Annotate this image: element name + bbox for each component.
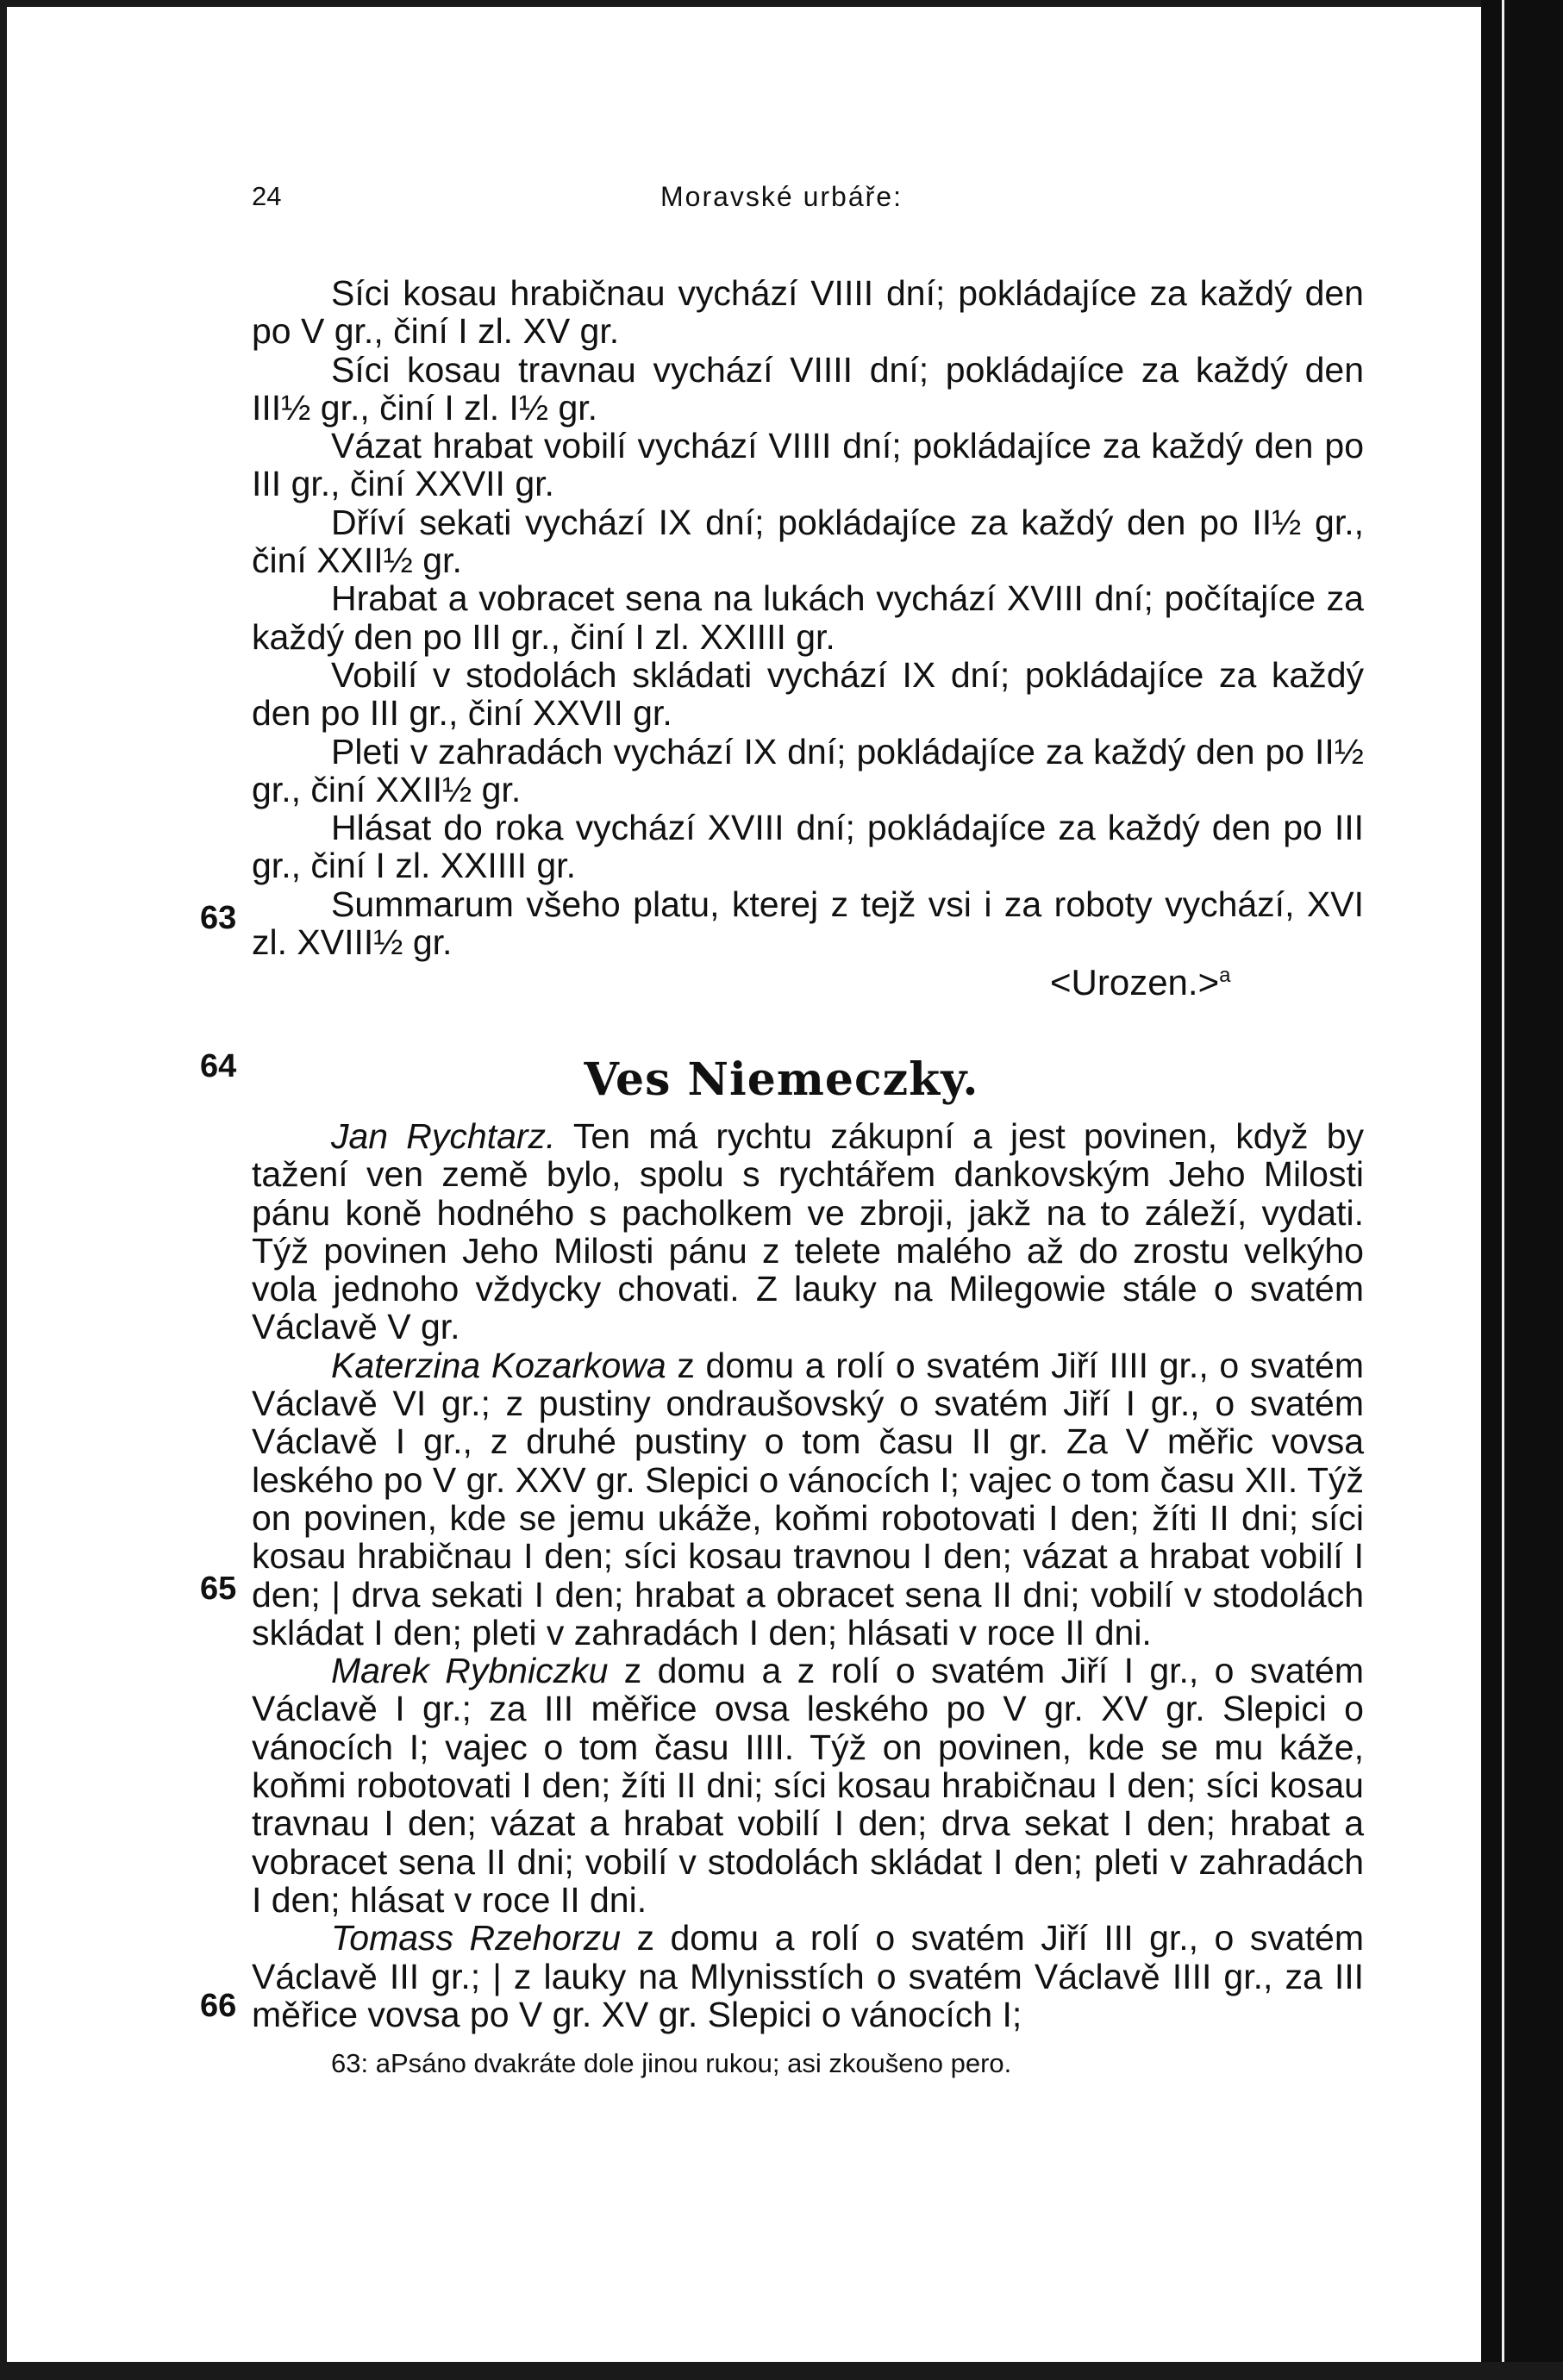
scan-border-right xyxy=(1481,0,1563,2380)
footnote: 63: aPsáno dvakráte dole jinou rukou; asi zkoušeno pero. xyxy=(331,2048,1012,2078)
paragraph: Dříví sekati vychází IX dní; pokládajíce za každý den po II½ gr., činí XXII½ gr. xyxy=(252,502,1364,581)
entry-name: Tomass Rzehorzu xyxy=(331,1918,622,1958)
entry-name: Jan Rychtarz. xyxy=(331,1116,556,1156)
entry xyxy=(252,1919,1364,2033)
scan-border-right-line xyxy=(1502,0,1504,2380)
entry-text: z domu a z rolí o svatém Jiří I gr., o svatém Václavě I gr.; za III měřice ovsa leského po V gr. XV gr. Slepici o vánocích I; vajec o tom času IIII. Týž on povinen, kde se mu káže, koňmi robotovati I den; žíti II dni; síci kosau hrabičnau I den; síci kosau travnau I den; vázat a hrabat vobilí I den; drva sekat I den; hrabat a vobracet sena II dni; vobilí v stodolách skládat I den; pleti v zahradách I den; hlásat v roce II dni. xyxy=(252,1651,1364,1920)
margin-number-64: 64 xyxy=(200,1048,237,1084)
entry xyxy=(252,1346,1364,1652)
entry-text: z domu a rolí o svatém Jiří IIII gr., o svatém Václavě VI gr.; z pustiny ondraušovský o svatém Jiří I gr., o svatém Václavě I gr., z druhé pustiny o tom času II gr. Za V měřic vovsa leského po V gr. XXV gr. Slepici o vánocích I; vajec o tom času XII. Týž on povinen, kde se jemu ukáže, koňmi robotovati I den; žíti II dni; síci kosau hrabičnau I den; síci kosau travnou I den; vázat a hrabat vobilí I den; | drva sekati I den; hrabat a obracet sena II dni; vobilí v stodolách skládat I den; pleti v zahradách I den; hlásati v roce II dni. xyxy=(252,1345,1364,1652)
entry xyxy=(252,1652,1364,1919)
signature-text: <Urozen.> xyxy=(1050,962,1220,1003)
scan-border-top xyxy=(0,0,1563,7)
running-title: Moravské urbáře: xyxy=(660,181,903,212)
paragraph: Vobilí v stodolách skládati vychází IX dní; pokládajíce za každý den po III gr., činí XXVII gr. xyxy=(252,654,1364,734)
paragraph: Pleti v zahradách vychází IX dní; pokládajíce za každý den po II½ gr., činí XXII½ gr. xyxy=(252,731,1364,809)
scan-border-bottom xyxy=(0,2362,1563,2380)
scan-border-left xyxy=(0,0,7,2380)
paragraph: Síci kosau travnau vychází VIIII dní; pokládajíce za každý den III½ gr., činí I zl. I½ gr. xyxy=(252,349,1364,428)
paragraph: Vázat hrabat vobilí vychází VIIII dní; pokládajíce za každý den po III gr., činí XXVII gr. xyxy=(252,426,1364,504)
paragraph: Síci kosau hrabičnau vychází VIIII dní; pokládajíce za každý den po V gr., činí I zl. XV gr. xyxy=(252,273,1364,352)
footnote-mark: a xyxy=(1219,964,1231,987)
paragraph: Summarum všeho platu, kterej z tejž vsi i za roboty vychází, XVI zl. XVIII½ gr. xyxy=(252,884,1364,963)
margin-number-63: 63 xyxy=(200,900,237,936)
entry xyxy=(252,1117,1364,1346)
page-number: 24 xyxy=(252,181,282,211)
margin-number-66: 66 xyxy=(200,1988,237,2024)
section-title: Ves Niemeczky. xyxy=(584,1053,979,1106)
upper-text-block xyxy=(252,274,1364,961)
entry-text: z domu a rolí o svatém Jiří III gr., o svatém Václavě III gr.; | z lauky na Mlynisstích o svatém Václavě IIII gr., za III měřice vovsa po V gr. XV gr. Slepici o vánocích I; xyxy=(252,1918,1365,2034)
entries-text-block xyxy=(252,1117,1364,2033)
entry-name: Marek Rybniczku xyxy=(331,1651,609,1691)
entry-text: Ten má rychtu zákupní a jest povinen, když by tažení ven země bylo, spolu s rychtářem dankovským Jeho Milosti pánu koně hodného s pacholkem ve zbroji, jakž na to záleží, vydati. Týž povinen Jeho Milosti pánu z telete malého až do zrostu velkýho vola jednoho vždycky chovati. Z lauky na Milegowie stále o svatém Václavě V gr. xyxy=(252,1116,1364,1347)
paragraph: Hrabat a vobracet sena na lukách vychází XVIII dní; počítajíce za každý den po III gr., činí I zl. XXIIII gr. xyxy=(252,578,1364,657)
margin-number-65: 65 xyxy=(200,1571,237,1607)
signature-note xyxy=(1050,962,1230,1003)
paragraph: Hlásat do roka vychází XVIII dní; pokládajíce za každý den po III gr., činí I zl. XXIIII gr. xyxy=(252,808,1364,886)
entry-name: Katerzina Kozarkowa xyxy=(331,1345,666,1385)
